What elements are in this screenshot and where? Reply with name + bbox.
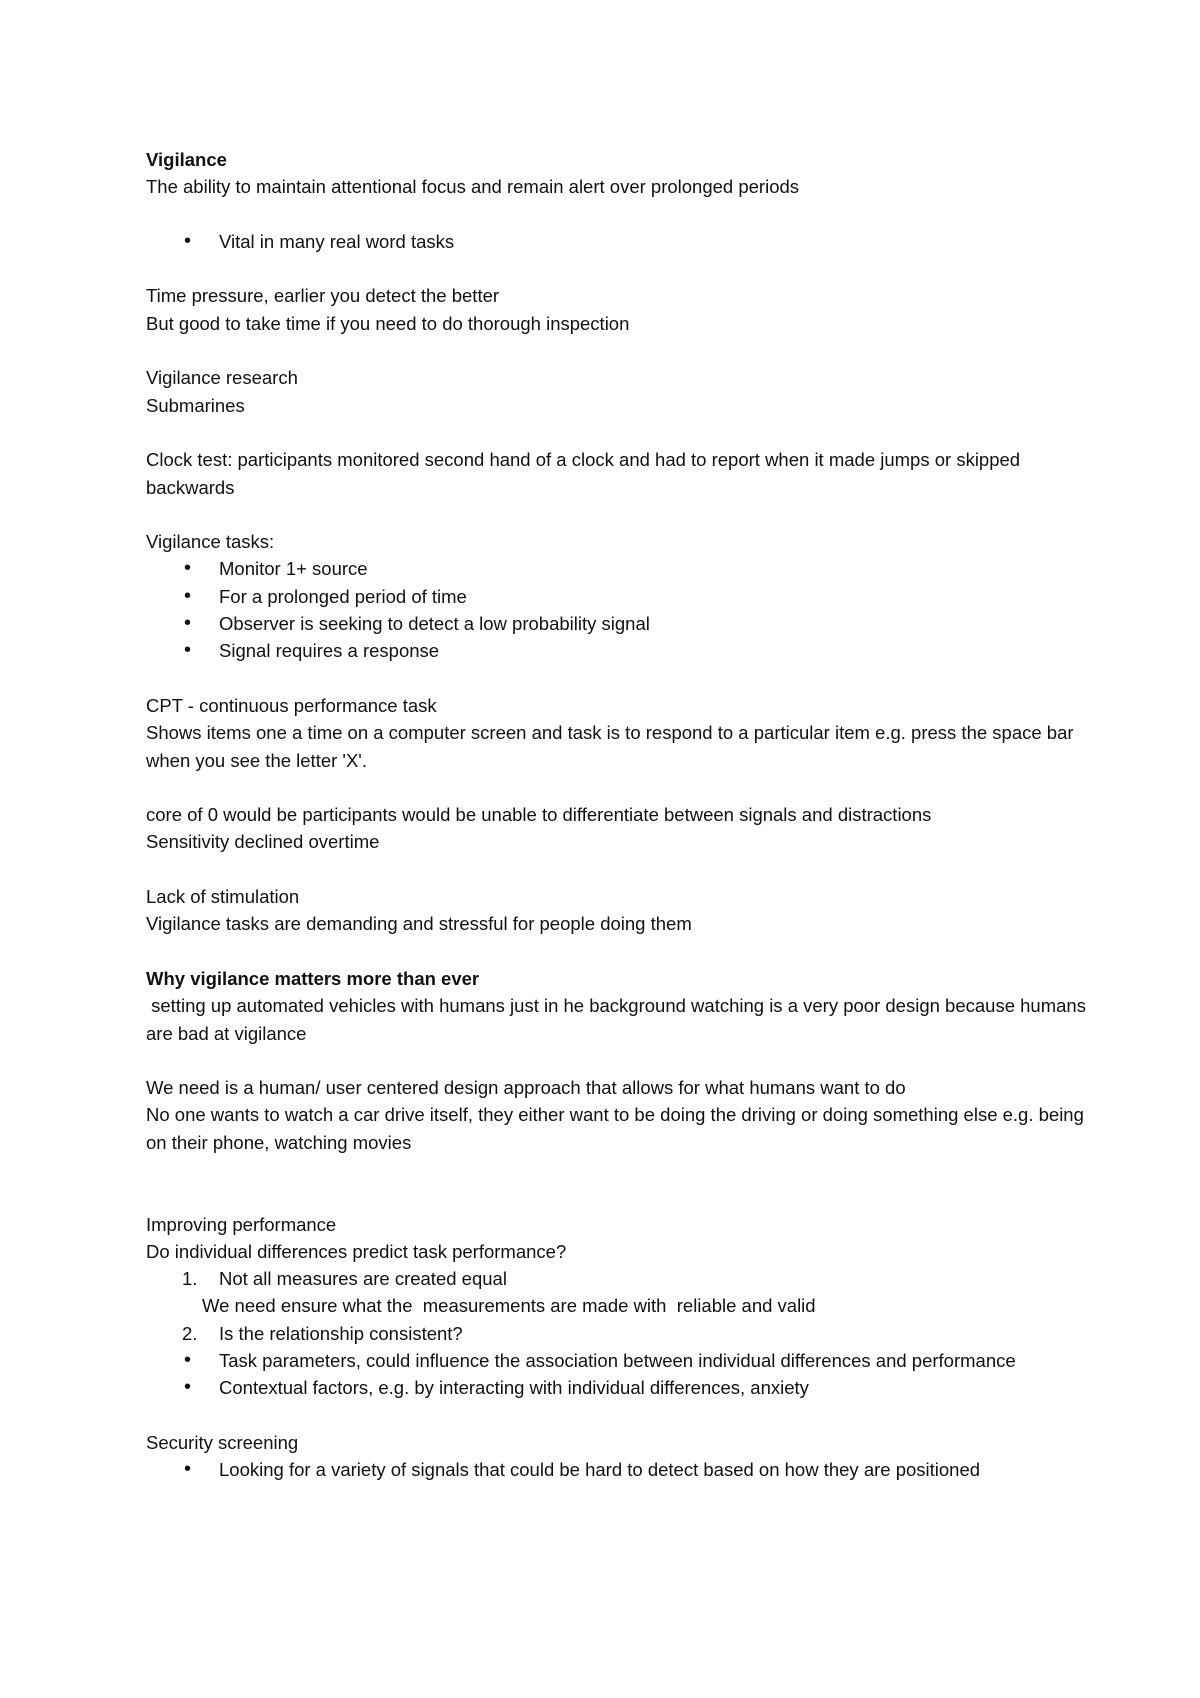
score-line: core of 0 would be participants would be unable to differentiate between signals and distractions: [146, 804, 932, 826]
item-number: 2.: [182, 1322, 198, 1344]
stimulation-line: Vigilance tasks are demanding and stressful for people doing them: [146, 913, 692, 935]
list-item: • Signal requires a response: [146, 637, 1100, 664]
numbered-item: [146, 1265, 1100, 1292]
research-heading: Vigilance research: [146, 367, 298, 389]
why-paragraph: setting up automated vehicles with humans just in he background watching is a very poor design because humans are bad at vigilance: [146, 995, 1092, 1044]
list-item: • Task parameters, could influence the association between individual differences and performance: [146, 1347, 1100, 1374]
improving-numbered-list: [146, 1320, 1100, 1347]
clock-test-paragraph: Clock test: participants monitored second hand of a clock and had to report when it made jumps or skipped backwards: [146, 449, 1021, 498]
list-item: • Contextual factors, e.g. by interacting with individual differences, anxiety: [146, 1374, 1100, 1401]
improving-question: Do individual differences predict task performance?: [146, 1240, 567, 1262]
design-paragraph: No one wants to watch a car drive itself, they either want to be doing the driving or doing something else e.g. being on their phone, watching movies: [146, 1104, 1084, 1153]
numbered-item: [146, 1320, 1100, 1347]
design-line: We need is a human/ user centered design approach that allows for what humans want to do: [146, 1077, 906, 1099]
stimulation-heading: Lack of stimulation: [146, 886, 300, 908]
security-bullet-list: [146, 1456, 1100, 1483]
list-item: • Monitor 1+ source: [146, 555, 1100, 582]
cpt-paragraph: Shows items one a time on a computer screen and task is to respond to a particular item e.g. press the space bar when you see the letter 'X'.: [146, 722, 1074, 771]
why-heading: Why vigilance matters more than ever: [146, 967, 480, 989]
vigilance-heading: Vigilance: [146, 149, 227, 170]
research-line: Submarines: [146, 394, 245, 416]
vigilance-bullet-list: [146, 228, 1100, 255]
tasks-bullet-list: [146, 555, 1100, 664]
vigilance-definition: The ability to maintain attentional focus and remain alert over prolonged periods: [146, 176, 800, 198]
improving-heading: Improving performance: [146, 1213, 337, 1235]
time-pressure-line: Time pressure, earlier you detect the better: [146, 285, 500, 307]
cpt-heading: CPT - continuous performance task: [146, 694, 437, 716]
time-pressure-line: But good to take time if you need to do thorough inspection: [146, 312, 630, 334]
list-item: • Observer is seeking to detect a low probability signal: [146, 610, 1100, 637]
improving-numbered-list: [146, 1265, 1100, 1292]
list-item: • Looking for a variety of signals that could be hard to detect based on how they are positioned: [146, 1456, 1100, 1483]
score-line: Sensitivity declined overtime: [146, 831, 380, 853]
item-text: Not all measures are created equal: [219, 1268, 507, 1290]
list-item: • Vital in many real word tasks: [146, 228, 1100, 255]
security-heading: Security screening: [146, 1431, 299, 1453]
item-number: 1.: [182, 1268, 198, 1290]
list-item: • For a prolonged period of time: [146, 583, 1100, 610]
item-text: Is the relationship consistent?: [219, 1322, 463, 1344]
tasks-heading: Vigilance tasks:: [146, 531, 275, 553]
improving-bullet-list: [146, 1347, 1100, 1402]
improving-sub-line: We need ensure what the measurements are made with reliable and valid: [202, 1295, 816, 1317]
